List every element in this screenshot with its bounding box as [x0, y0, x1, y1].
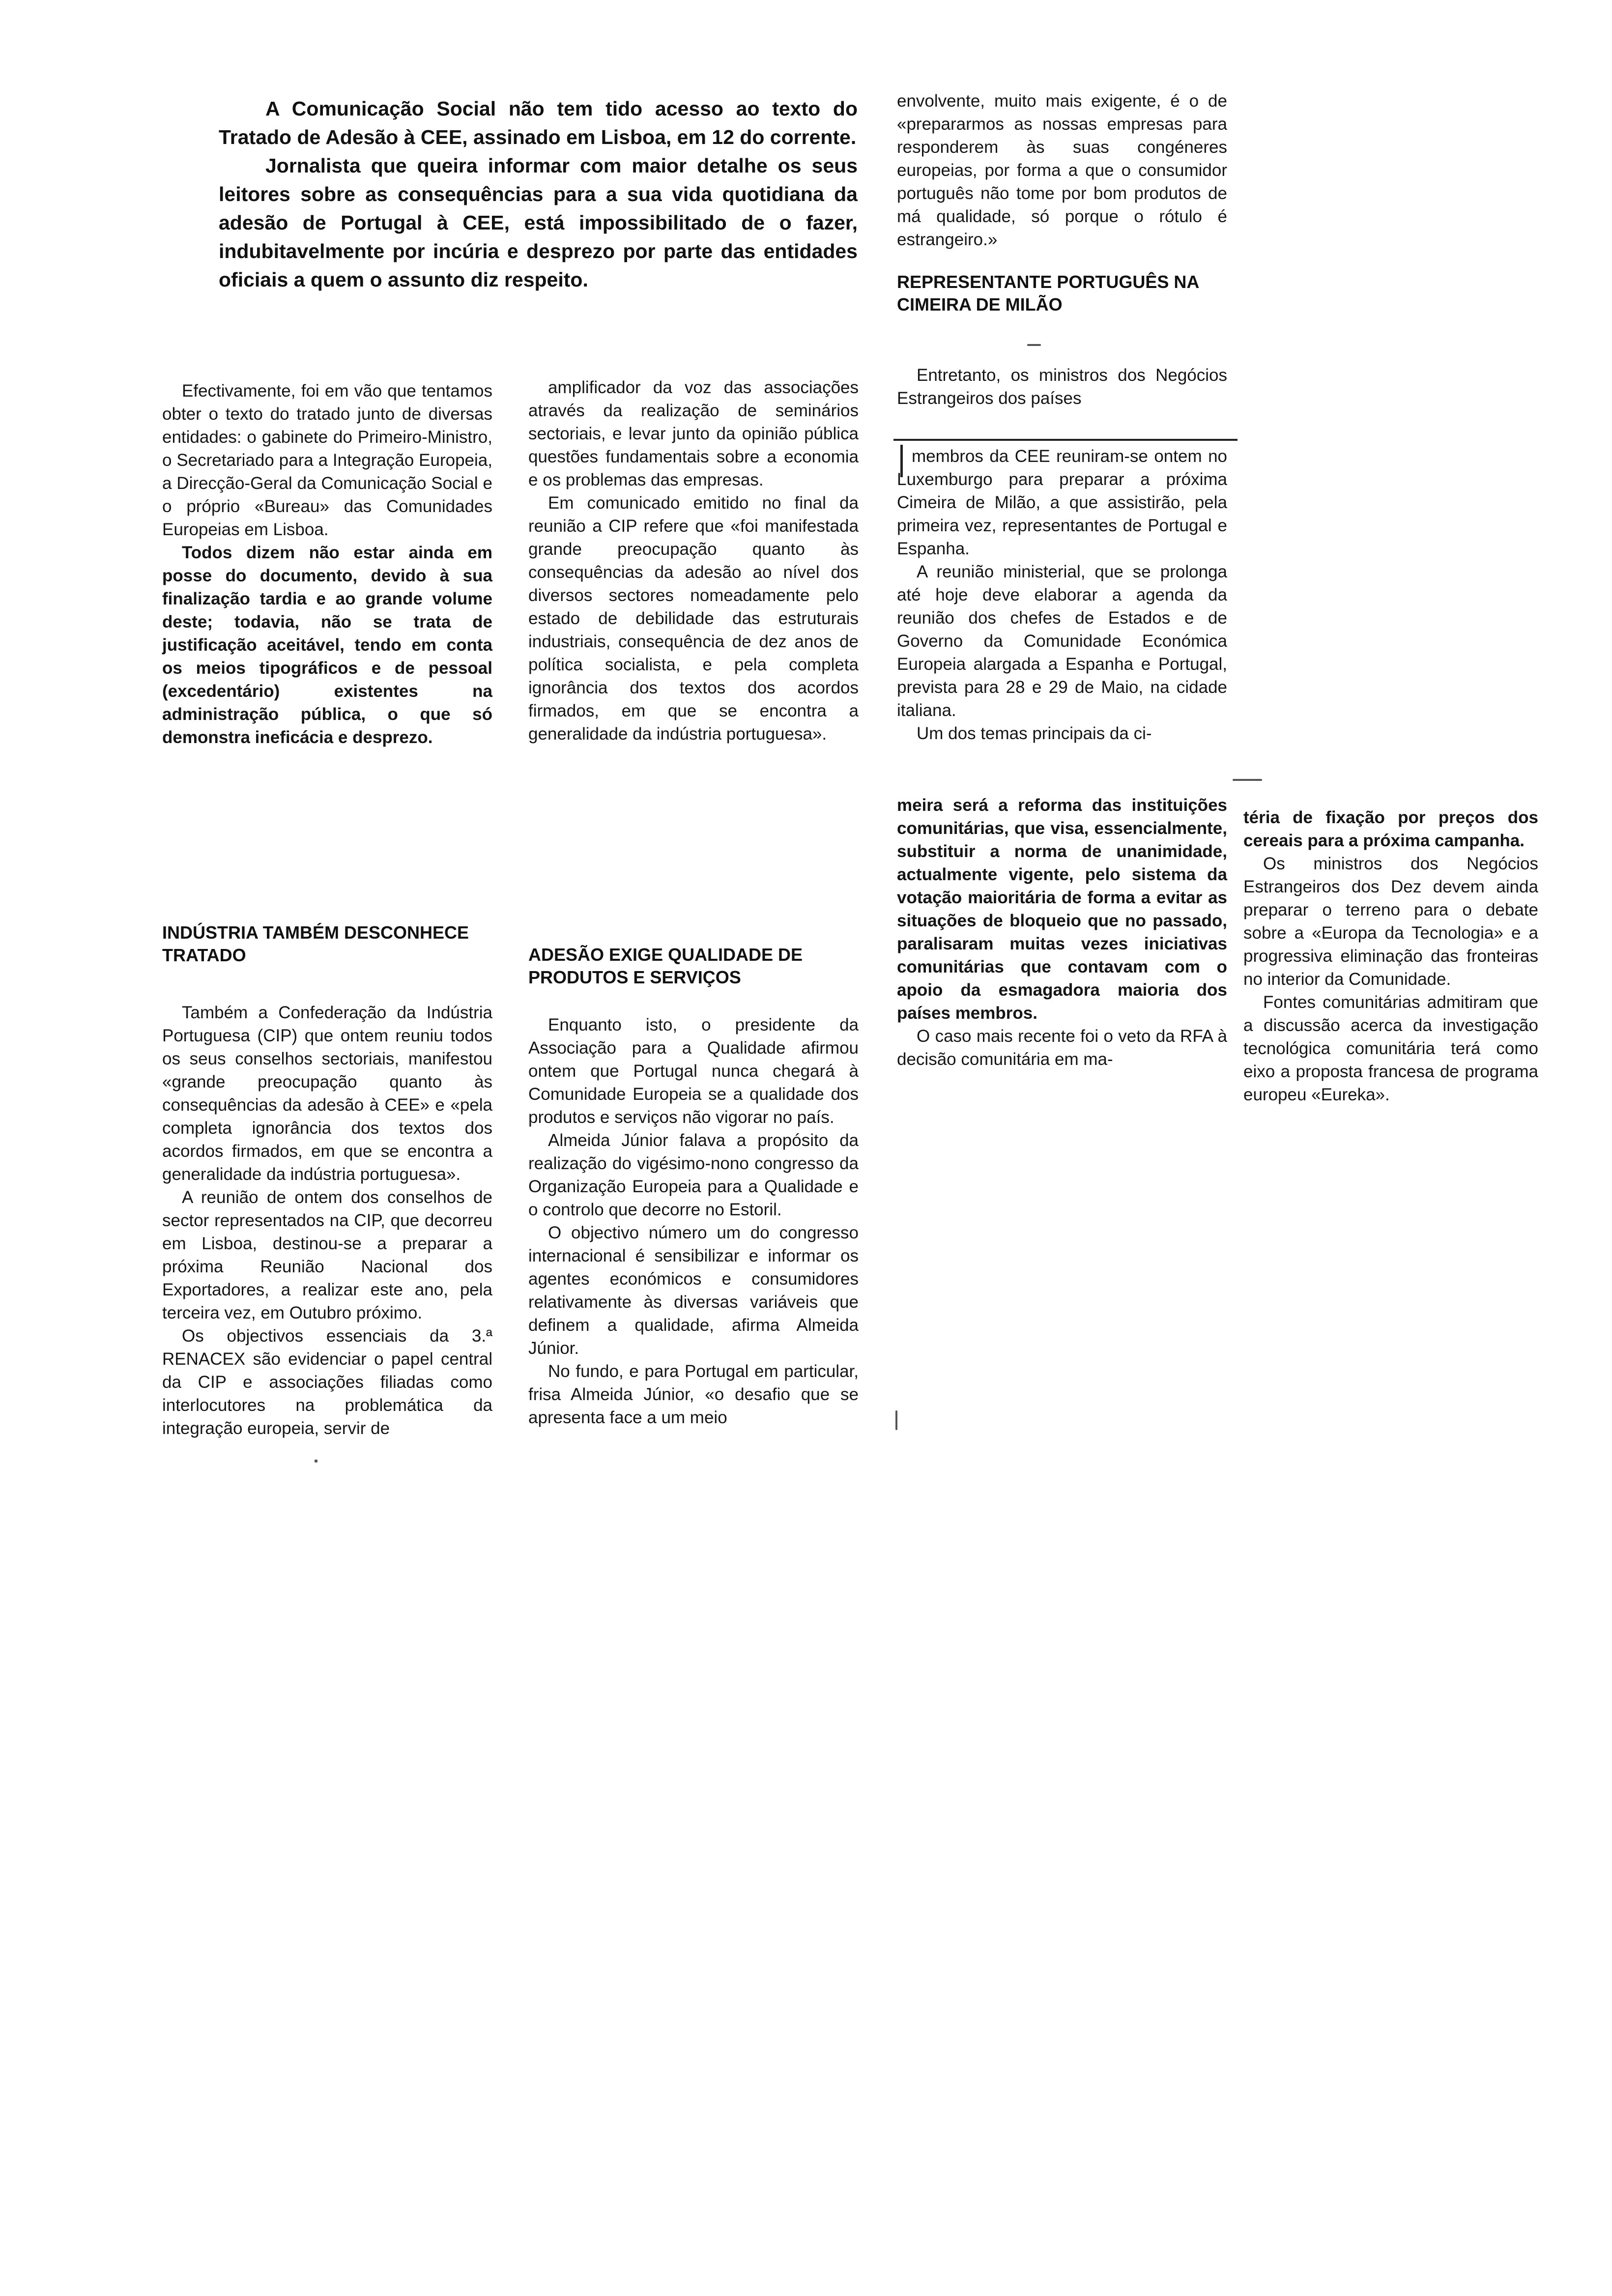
- section-heading: ADESÃO EXIGE QUALIDADE DE PRODUTOS E SERVIÇOS: [528, 945, 803, 987]
- body-paragraph: Almeida Júnior falava a propósito da realização do vigésimo-nono congresso da Organização Europeia para a Qualidade e o controlo que decorre no Estoril.: [528, 1131, 859, 1219]
- body-paragraph: amplificador da voz das associações através da realização de seminários sectoriais, e levar junto da opinião pública questões fundamentais sobre a economia e os problemas das empresas.: [528, 378, 859, 489]
- body-paragraph: O objectivo número um do congresso internacional é sensibilizar e informar os agentes económicos e consumidores relativamente às diversas variáveis que definem a qualidade, afirma Almeida Júnior.: [528, 1223, 859, 1358]
- scan-mark: [895, 1410, 897, 1430]
- article-column-2: [528, 376, 859, 746]
- scan-mark: [1233, 779, 1262, 781]
- body-paragraph: Os objectivos essenciais da 3.ª RENACEX são evidenciar o papel central da CIP e associações filiadas como interlocutores na problemática da integração europeia, servir de: [162, 1326, 492, 1438]
- article-column-4: [1243, 806, 1538, 1106]
- body-paragraph: envolvente, muito mais exigente, é o de «prepararmos as nossas empresas para responderem às suas congéneres europeias, por forma a que o consumidor português não tome por bom produtos de má qualidade, só porque o rótulo é estrangeiro.»: [897, 91, 1227, 249]
- scan-mark: [1027, 344, 1041, 346]
- article-column-3-top: [897, 89, 1227, 316]
- article-column-1: [162, 379, 492, 749]
- body-paragraph: Todos dizem não estar ainda em posse do documento, devido à sua finalização tardia e ao grande volume deste; todavia, não se trata de justificação aceitável, tendo em conta os meios tipográficos e de pessoal (excedentário) existentes na administração pública, o que só demonstra ineficácia e desprezo.: [162, 543, 492, 747]
- body-paragraph: Entretanto, os ministros dos Negócios Estrangeiros dos países: [897, 366, 1227, 408]
- lead-paragraphs: [219, 94, 858, 294]
- body-paragraph: A reunião de ontem dos conselhos de sector representados na CIP, que decorreu em Lisboa, destinou-se a preparar a próxima Reunião Nacional dos Exportadores, a realizar este ano, pela terceira vez, em Outubro próximo.: [162, 1188, 492, 1322]
- body-paragraph: Um dos temas principais da ci-: [917, 724, 1152, 743]
- body-paragraph: Efectivamente, foi em vão que tentamos obter o texto do tratado junto de diversas entidades: o gabinete do Primeiro-Ministro, o Secretariado para a Integração Europeia, a Direcção-Geral da Comunicação Social e o próprio «Bureau» das Comunidades Europeias em Lisboa.: [162, 381, 492, 539]
- article-column-2-continued: [528, 944, 859, 1429]
- scan-mark: [315, 1460, 317, 1463]
- article-column-3-continued: [897, 794, 1227, 1071]
- body-paragraph: A reunião ministerial, que se prolonga até hoje deve elaborar a agenda da reunião dos chefes de Estados e de Governo da Comunidade Económica Europeia alargada a Espanha e Portugal, prevista para 28 e 29 de Maio, na cidade italiana.: [897, 562, 1227, 720]
- horizontal-rule: [893, 439, 1238, 441]
- body-paragraph: O caso mais recente foi o veto da RFA à decisão comunitária em ma-: [897, 1027, 1227, 1069]
- body-paragraph: Também a Confederação da Indústria Portuguesa (CIP) que ontem reuniu todos os seus conselhos sectoriais, manifestou «grande preocupação quanto às consequências da adesão à CEE» e «pela completa ignorância dos textos dos acordos firmados, em que se encontra a generalidade da indústria portuguesa».: [162, 1003, 492, 1184]
- body-paragraph: meira será a reforma das instituições comunitárias, que visa, essencialmente, substituir a norma de unanimidade, actualmente vigente, pelo sistema da votação maioritária de forma a evitar as situações de bloqueio que no passado, paralisaram muitas vezes iniciativas comunitárias que contavam com o apoio da esmagadora maioria dos países membros.: [897, 796, 1227, 1023]
- body-paragraph: Os ministros dos Negócios Estrangeiros dos Dez devem ainda preparar o terreno para o debate sobre a «Europa da Tecnologia» e a progressiva eliminação das fronteiras no interior da Comunidade.: [1243, 854, 1538, 989]
- lead-paragraph: Jornalista que queira informar com maior detalhe os seus leitores sobre as consequências para a sua vida quotidiana da adesão de Portugal à CEE, está impossibilitado de o fazer, indubitavelmente por incúria e desprezo por parte das entidades oficiais a quem o assunto diz respeito.: [219, 154, 858, 291]
- article-column-3-box: [897, 445, 1227, 745]
- section-heading: INDÚSTRIA TAMBÉM DESCONHECE TRATADO: [162, 922, 469, 965]
- article-column-3-middle: [897, 364, 1227, 410]
- article-column-1-continued: [162, 921, 492, 1440]
- section-heading: REPRESENTANTE PORTUGUÊS NA CIMEIRA DE MILÃO: [897, 272, 1199, 315]
- body-paragraph: No fundo, e para Portugal em particular, frisa Almeida Júnior, «o desafio que se apresenta face a um meio: [528, 1362, 859, 1427]
- lead-paragraph: A Comunicação Social não tem tido acesso ao texto do Tratado de Adesão à CEE, assinado em Lisboa, em 12 do corrente.: [219, 97, 858, 148]
- body-paragraph: membros da CEE reuniram-se ontem no Luxemburgo para preparar a próxima Cimeira de Milão, a que assistirão, pela primeira vez, representantes de Portugal e Espanha.: [897, 447, 1227, 558]
- body-paragraph: téria de fixação por preços dos cereais para a próxima campanha.: [1243, 808, 1538, 850]
- body-paragraph: Enquanto isto, o presidente da Associação para a Qualidade afirmou ontem que Portugal nunca chegará à Comunidade Europeia se a qualidade dos produtos e serviços não vigorar no país.: [528, 1015, 859, 1127]
- body-paragraph: Em comunicado emitido no final da reunião a CIP refere que «foi manifestada grande preocupação quanto às consequências da adesão ao nível dos diversos sectores nomeadamente pelo estado de debilidade das estruturais industriais, consequência de dez anos de política socialista, e pela completa ignorância dos textos dos acordos firmados, em que se encontra a generalidade da indústria portuguesa».: [528, 493, 859, 744]
- body-paragraph: Fontes comunitárias admitiram que a discussão acerca da investigação tecnológica comunitária terá como eixo a proposta francesa de programa europeu «Eureka».: [1243, 993, 1538, 1104]
